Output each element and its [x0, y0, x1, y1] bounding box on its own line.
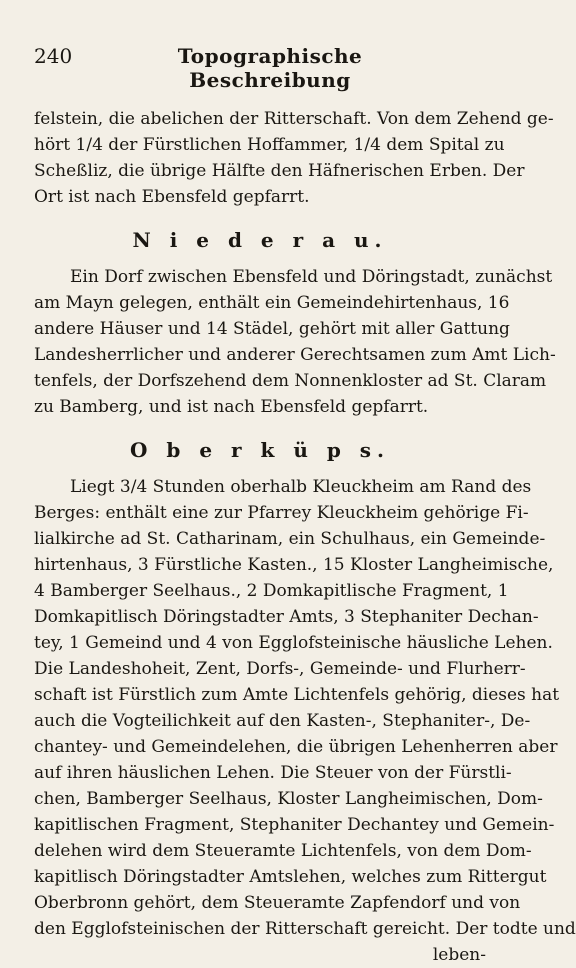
text-line: Die Landeshoheit, Zent, Dorfs-, Gemeinde- und Flurherr- [34, 659, 526, 679]
text-line: Domkapitlisch Döringstadter Amts, 3 Stephaniter Dechan- [34, 607, 539, 627]
text-line: tenfels, der Dorfszehend dem Nonnenkloster ad St. Claram [34, 371, 547, 391]
text-line: andere Häuser und 14 Städel, gehört mit aller Gattung [34, 319, 510, 339]
catchword: leben- [432, 945, 486, 965]
text-line: kapitlischen Fragment, Stephaniter Dechantey und Gemein- [34, 815, 555, 835]
text-line: zu Bamberg, und ist nach Ebensfeld gepfarrt. [34, 397, 429, 417]
page-header [34, 44, 486, 92]
text-line: 4 Bamberger Seelhaus., 2 Domkapitlische Fragment, 1 [34, 581, 509, 601]
text-line: Oberbronn gehört, dem Steueramte Zapfendorf und von [34, 893, 521, 913]
text-line: auf ihren häuslichen Lehen. Die Steuer von der Fürstli- [34, 763, 512, 783]
section-heading-niederau: N i e d e r a u. [132, 228, 388, 252]
text-line: am Mayn gelegen, enthält ein Gemeindehirtenhaus, 16 [34, 293, 510, 313]
text-line: kapitlisch Döringstadter Amtslehen, welches zum Rittergut [34, 867, 547, 887]
text-line: Scheßliz, die übrige Hälfte den Häfnerischen Erben. Der [34, 161, 525, 181]
text-line: Ort ist nach Ebensfeld gepfarrt. [34, 187, 310, 207]
section-paragraph-oberkups [34, 474, 576, 968]
text-line: Berges: enthält eine zur Pfarrey Kleuckheim gehörige Fi- [34, 503, 529, 523]
text-line: Landesherrlicher und anderer Gerechtsamen zum Amt Lich- [34, 345, 556, 365]
text-line: auch die Vogteilichkeit auf den Kasten-, Stephaniter-, De- [34, 711, 531, 731]
text-line: schaft ist Fürstlich zum Amte Lichtenfels gehörig, dieses hat [34, 685, 560, 705]
text-line: chantey- und Gemeindelehen, die übrigen Lehenherren aber [34, 737, 558, 757]
text-line: hirtenhaus, 3 Fürstliche Kasten., 15 Kloster Langheimische, [34, 555, 554, 575]
section-heading-oberkups: O b e r k ü p s. [129, 438, 390, 462]
text-line: Liegt 3/4 Stunden oberhalb Kleuckheim am Rand des [70, 477, 532, 497]
text-line: delehen wird dem Steueramte Lichtenfels, von dem Dom- [34, 841, 532, 861]
page-number: 240 [34, 44, 73, 68]
text-line: hört 1/4 der Fürstlichen Hoffammer, 1/4 dem Spital zu [34, 135, 505, 155]
text-line: felstein, die abelichen der Ritterschaft. Von dem Zehend ge- [34, 109, 554, 129]
text-line: chen, Bamberger Seelhaus, Kloster Langheimischen, Dom- [34, 789, 543, 809]
text-line: den Egglofsteinischen der Ritterschaft gereicht. Der todte und [34, 919, 576, 939]
section-paragraph-niederau [34, 264, 556, 420]
section-continued-paragraph [34, 106, 554, 210]
text-line: lialkirche ad St. Catharinam, ein Schulhaus, ein Gemeinde- [34, 529, 546, 549]
text-line: tey, 1 Gemeind und 4 von Egglofsteinische häusliche Lehen. [34, 633, 553, 653]
text-line: Ein Dorf zwischen Ebensfeld und Döringstadt, zunächst [70, 267, 553, 287]
running-title: Topographische Beschreibung [177, 44, 363, 92]
